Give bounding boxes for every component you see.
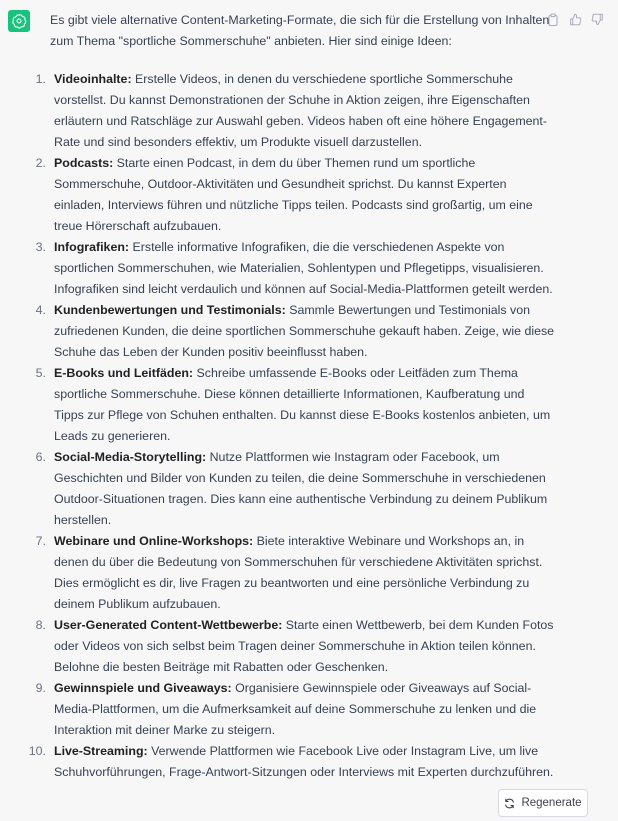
idea-item xyxy=(35,363,555,447)
idea-description: Starte einen Podcast, in dem du über Themen rund um sportliche Sommerschuhe, Outdoor-Aktivitäten und Gesundheit sprichst. Du kannst Experten einladen, Interviews führen und nützliche Tipps teilen. Podcasts sind großartig, um eine treue Hörerschaft aufzubauen. xyxy=(54,156,533,233)
idea-description: Erstelle Videos, in denen du verschiedene sportliche Sommerschuhe vorstellst. Du kannst Demonstrationen der Schuhe in Aktion zeigen, ihre Eigenschaften erläutern und Ratschläge zur Auswahl geben. Videos haben oft eine höhere Engagement-Rate und sind besonders effektiv, um Produkte visuell darzustellen. xyxy=(54,72,547,149)
refresh-icon xyxy=(504,798,515,809)
idea-title: Kundenbewertungen und Testimonials: xyxy=(54,303,286,317)
idea-number: 6. xyxy=(35,450,46,464)
idea-description: Sammle Bewertungen und Testimonials von zufriedenen Kunden, die deine sportlichen Sommerschuhe gekauft haben. Zeige, wie diese Schuhe das Leben der Kunden positiv beeinflusst haben. xyxy=(54,303,555,359)
idea-number: 2. xyxy=(35,156,46,170)
ideas-list xyxy=(28,69,555,783)
idea-description: Starte einen Wettbewerb, bei dem Kunden Fotos oder Videos von sich selbst beim Tragen deiner Sommerschuhe in Aktion teilen können. Belohne die besten Beiträge mit Rabatten oder Geschenken. xyxy=(54,618,554,674)
like-button[interactable] xyxy=(568,12,582,26)
idea-number: 8. xyxy=(35,618,46,632)
idea-item xyxy=(35,678,555,741)
idea-title: Live-Streaming: xyxy=(54,744,148,758)
idea-title: User-Generated Content-Wettbewerbe: xyxy=(54,618,283,632)
idea-title: E-Books und Leitfäden: xyxy=(54,366,194,380)
intro-text: Es gibt viele alternative Content-Marketing-Formate, die sich für die Erstellung von Inhalten zum Thema "sportliche Sommerschuhe" anbieten. Hier sind einige Ideen: xyxy=(50,13,550,48)
idea-item xyxy=(35,153,555,237)
idea-item xyxy=(35,237,555,300)
thumbs-up-icon xyxy=(569,13,582,26)
idea-number: 5. xyxy=(35,366,46,380)
regenerate-label: Regenerate xyxy=(521,797,582,809)
dislike-button[interactable] xyxy=(590,12,604,26)
idea-description: Organisiere Gewinnspiele oder Giveaways auf Social-Media-Plattformen, um die Aufmerksamkeit auf deine Sommerschuhe zu lenken und die Interaktion mit deiner Marke zu steigern. xyxy=(54,681,537,737)
idea-title: Gewinnspiele und Giveaways: xyxy=(54,681,232,695)
idea-title: Videoinhalte: xyxy=(54,72,132,86)
regenerate-button[interactable] xyxy=(498,789,588,817)
idea-title: Podcasts: xyxy=(54,156,114,170)
idea-title: Webinare und Online-Workshops: xyxy=(54,534,254,548)
idea-title: Social-Media-Storytelling: xyxy=(54,450,207,464)
idea-title: Infografiken: xyxy=(54,240,130,254)
idea-description: Erstelle informative Infografiken, die die verschiedenen Aspekte von sportlichen Sommerschuhen, wie Materialien, Sohlentypen und Pflegetipps, visualisieren. Infografiken sind leicht verdaulich und können auf Social-Media-Plattformen geteilt werden. xyxy=(54,240,553,296)
copy-button[interactable] xyxy=(546,12,560,26)
idea-item xyxy=(35,300,555,363)
idea-number: 10. xyxy=(28,744,46,758)
assistant-avatar xyxy=(8,10,30,32)
idea-description: Biete interaktive Webinare und Workshops an, in denen du über die Bedeutung von Sommerschuhen für verschiedene Aktivitäten sprichst. Dies ermöglicht es dir, live Fragen zu beantworten und eine persönliche Verbindung zu deinem Publikum aufzubauen. xyxy=(54,534,543,611)
idea-item xyxy=(35,531,555,615)
thumbs-down-icon xyxy=(591,13,604,26)
message-actions xyxy=(546,12,604,26)
idea-description: Nutze Plattformen wie Instagram oder Facebook, um Geschichten und Bilder von Kunden zu teilen, die deine Sommerschuhe in verschiedenen Outdoor-Situationen tragen. Dies kann eine authentische Verbindung zu deinem Publikum herstellen. xyxy=(54,450,548,527)
idea-item xyxy=(35,69,555,153)
idea-item xyxy=(28,741,555,783)
idea-number: 9. xyxy=(35,681,46,695)
idea-item xyxy=(35,615,555,678)
idea-number: 1. xyxy=(35,72,46,86)
idea-description: Schreibe umfassende E-Books oder Leitfäden zum Thema sportliche Sommerschuhe. Diese können detaillierte Informationen, Kaufberatung und Tipps zur Pflege von Schuhen enthalten. Du kannst diese E-Books kostenlos anbieten, um Leads zu generieren. xyxy=(54,366,551,443)
openai-logo-icon xyxy=(11,13,27,29)
clipboard-icon xyxy=(547,13,559,26)
idea-number: 7. xyxy=(35,534,46,548)
idea-item xyxy=(35,447,555,531)
idea-number: 3. xyxy=(35,240,46,254)
message-content xyxy=(28,10,555,783)
idea-number: 4. xyxy=(35,303,46,317)
idea-description: Verwende Plattformen wie Facebook Live oder Instagram Live, um live Schuhvorführungen, Frage-Antwort-Sitzungen oder Interviews mit Experten durchzuführen. xyxy=(54,744,554,779)
